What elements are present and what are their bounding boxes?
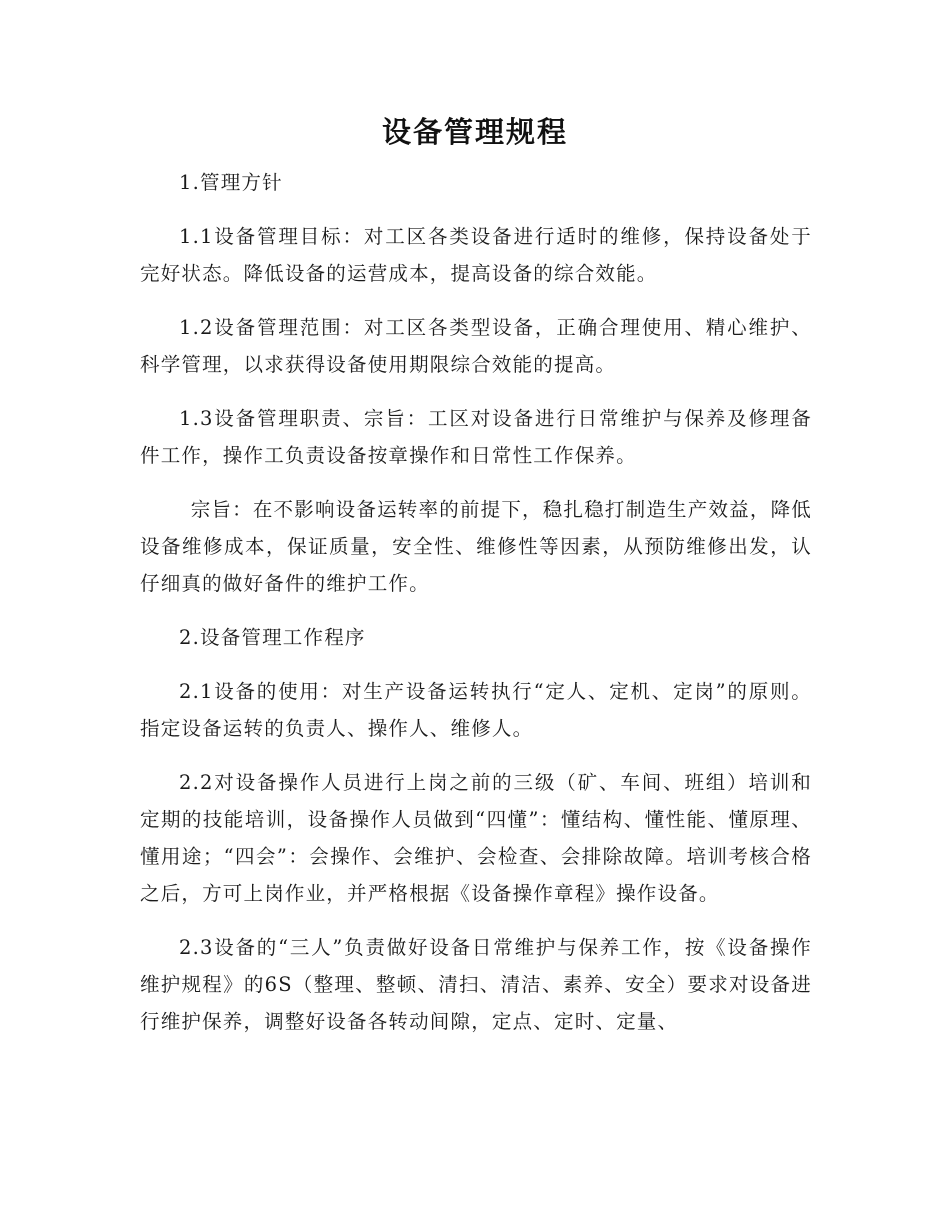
paragraph-2-1: 2.1设备的使用：对生产设备运转执行“定人、定机、定岗”的原则。指定设备运转的负责人、操作人、维修人。	[140, 680, 812, 740]
paragraph-1-3: 1.3设备管理职责、宗旨：工区对设备进行日常维护与保养及修理备件工作，操作工负责设备按章操作和日常性工作保养。	[140, 407, 812, 467]
document-title: 设备管理规程	[381, 115, 568, 149]
document-body	[140, 164, 812, 1057]
paragraph-1-1: 1.1设备管理目标：对工区各类设备进行适时的维修，保持设备处于完好状态。降低设备的运营成本，提高设备的综合效能。	[140, 225, 812, 285]
heading-work-procedure: 2.设备管理工作程序	[179, 626, 366, 649]
paragraph-1-2: 1.2设备管理范围：对工区各类型设备，正确合理使用、精心维护、科学管理，以求获得设备使用期限综合效能的提高。	[140, 316, 812, 376]
paragraph-2-3: 2.3设备的“三人”负责做好设备日常维护与保养工作，按《设备操作维护规程》的6S（整理、整顿、清扫、清洁、素养、安全）要求对设备进行维护保养，调整好设备各转动间隙，定点、定时、定量、	[140, 936, 812, 1033]
paragraph-purpose: 宗旨：在不影响设备运转率的前提下，稳扎稳打制造生产效益，降低设备维修成本，保证质量，安全性、维修性等因素，从预防维修出发，认仔细真的做好备件的维护工作。	[140, 498, 812, 595]
heading-management-policy: 1.管理方针	[179, 171, 283, 194]
paragraph-2-2: 2.2对设备操作人员进行上岗之前的三级（矿、车间、班组）培训和定期的技能培训，设备操作人员做到“四懂”：懂结构、懂性能、懂原理、懂用途；“四会”：会操作、会维护、会检查、会排除故障。培训考核合格之后，方可上岗作业，并严格根据《设备操作章程》操作设备。	[140, 771, 812, 905]
